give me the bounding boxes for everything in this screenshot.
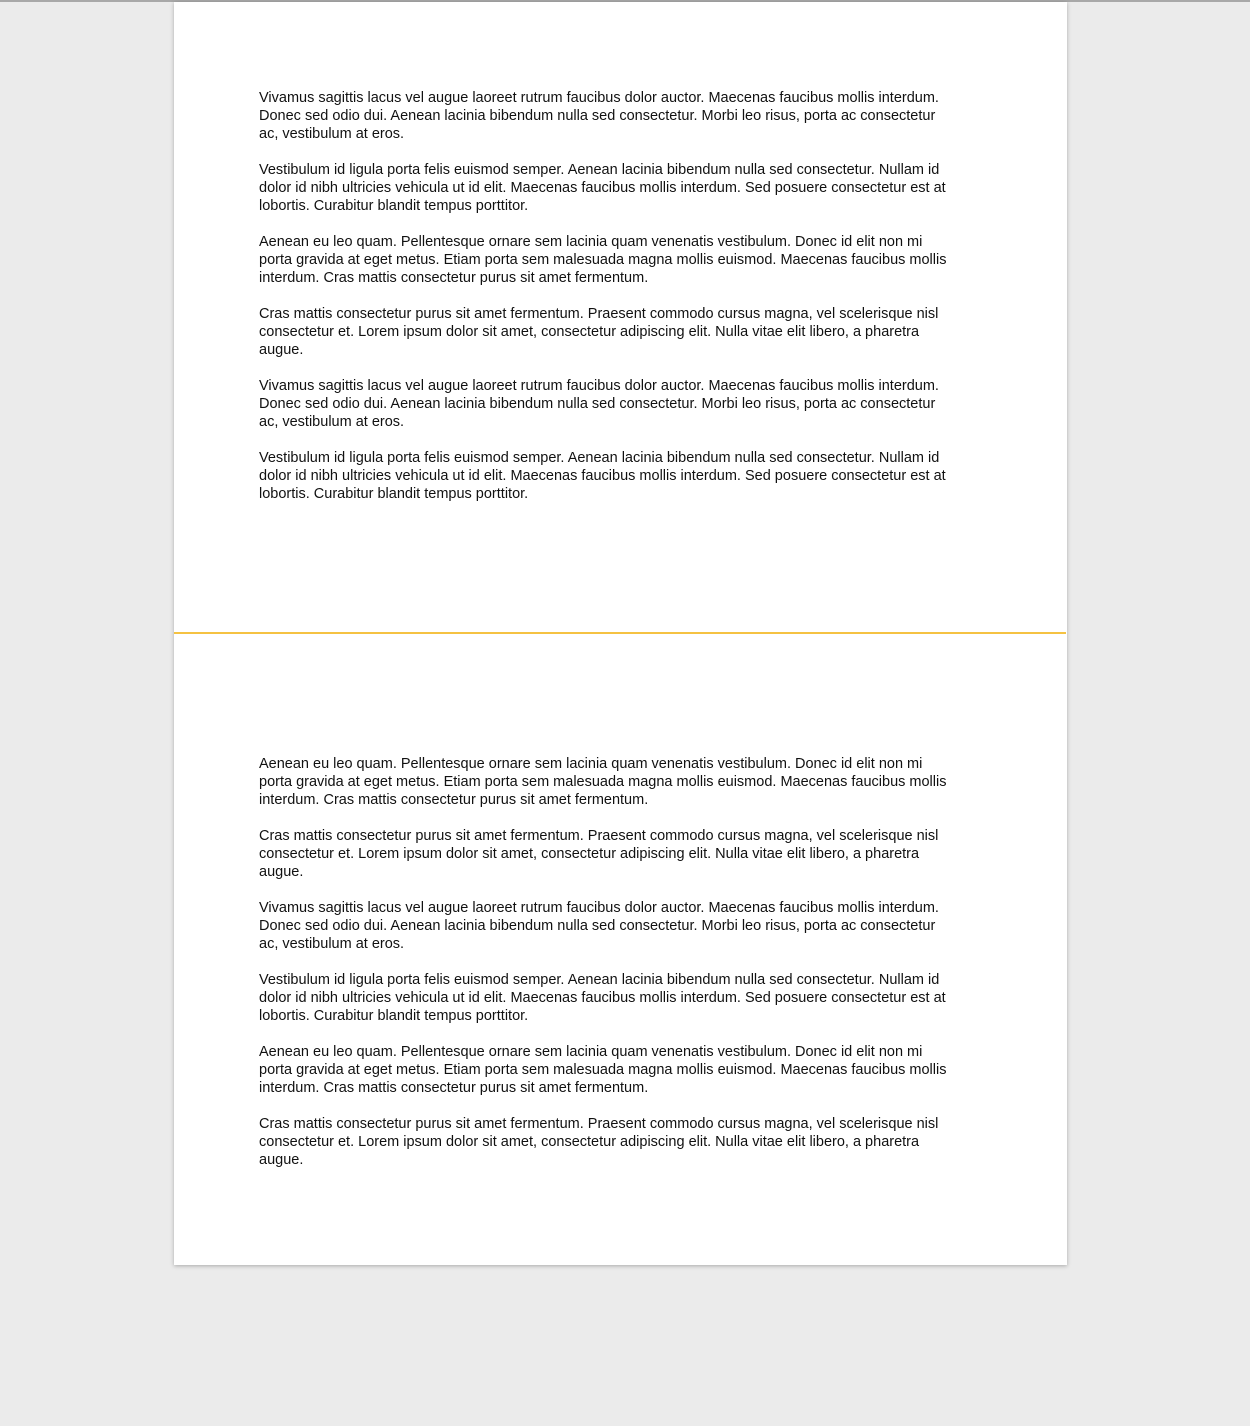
paragraph[interactable]: Cras mattis consectetur purus sit amet fermentum. Praesent commodo cursus magna, vel scelerisque nisl consectetur et. Lorem ipsum dolor sit amet, consectetur adipiscing elit. Nulla vitae elit libero, a pharetra augue. [259, 1116, 939, 1168]
page-1 [174, 2, 1067, 633]
paragraph[interactable]: Vivamus sagittis lacus vel augue laoreet rutrum faucibus dolor auctor. Maecenas faucibus mollis interdum. Donec sed odio dui. Aenean lacinia bibendum nulla sed consectetur. Morbi leo risus, porta ac consectetur ac, vestibulum at eros. [259, 378, 939, 430]
paragraph[interactable]: Aenean eu leo quam. Pellentesque ornare sem lacinia quam venenatis vestibulum. Donec id elit non mi porta gravida at eget metus. Etiam porta sem malesuada magna mollis euismod. Maecenas faucibus mollis interdum. Cras mattis consectetur purus sit amet fermentum. [259, 234, 947, 286]
paragraph[interactable]: Vivamus sagittis lacus vel augue laoreet rutrum faucibus dolor auctor. Maecenas faucibus mollis interdum. Donec sed odio dui. Aenean lacinia bibendum nulla sed consectetur. Morbi leo risus, porta ac consectetur ac, vestibulum at eros. [259, 90, 939, 142]
paragraph[interactable]: Aenean eu leo quam. Pellentesque ornare sem lacinia quam venenatis vestibulum. Donec id elit non mi porta gravida at eget metus. Etiam porta sem malesuada magna mollis euismod. Maecenas faucibus mollis interdum. Cras mattis consectetur purus sit amet fermentum. [259, 756, 947, 808]
page-2-body[interactable] [259, 755, 975, 1187]
paragraph[interactable]: Cras mattis consectetur purus sit amet fermentum. Praesent commodo cursus magna, vel scelerisque nisl consectetur et. Lorem ipsum dolor sit amet, consectetur adipiscing elit. Nulla vitae elit libero, a pharetra augue. [259, 306, 939, 358]
paragraph[interactable]: Vestibulum id ligula porta felis euismod semper. Aenean lacinia bibendum nulla sed consectetur. Nullam id dolor id nibh ultricies vehicula ut id elit. Maecenas faucibus mollis interdum. Sed posuere consectetur est at lobortis. Curabitur blandit tempus porttitor. [259, 972, 946, 1024]
paragraph[interactable]: Aenean eu leo quam. Pellentesque ornare sem lacinia quam venenatis vestibulum. Donec id elit non mi porta gravida at eget metus. Etiam porta sem malesuada magna mollis euismod. Maecenas faucibus mollis interdum. Cras mattis consectetur purus sit amet fermentum. [259, 1044, 947, 1096]
page-2 [174, 634, 1067, 1265]
paragraph[interactable]: Cras mattis consectetur purus sit amet fermentum. Praesent commodo cursus magna, vel scelerisque nisl consectetur et. Lorem ipsum dolor sit amet, consectetur adipiscing elit. Nulla vitae elit libero, a pharetra augue. [259, 828, 939, 880]
paragraph[interactable]: Vivamus sagittis lacus vel augue laoreet rutrum faucibus dolor auctor. Maecenas faucibus mollis interdum. Donec sed odio dui. Aenean lacinia bibendum nulla sed consectetur. Morbi leo risus, porta ac consectetur ac, vestibulum at eros. [259, 900, 939, 952]
paragraph[interactable]: Vestibulum id ligula porta felis euismod semper. Aenean lacinia bibendum nulla sed consectetur. Nullam id dolor id nibh ultricies vehicula ut id elit. Maecenas faucibus mollis interdum. Sed posuere consectetur est at lobortis. Curabitur blandit tempus porttitor. [259, 162, 946, 214]
document-canvas [174, 2, 1067, 1265]
paragraph[interactable]: Vestibulum id ligula porta felis euismod semper. Aenean lacinia bibendum nulla sed consectetur. Nullam id dolor id nibh ultricies vehicula ut id elit. Maecenas faucibus mollis interdum. Sed posuere consectetur est at lobortis. Curabitur blandit tempus porttitor. [259, 450, 946, 502]
page-1-body[interactable] [259, 89, 975, 521]
